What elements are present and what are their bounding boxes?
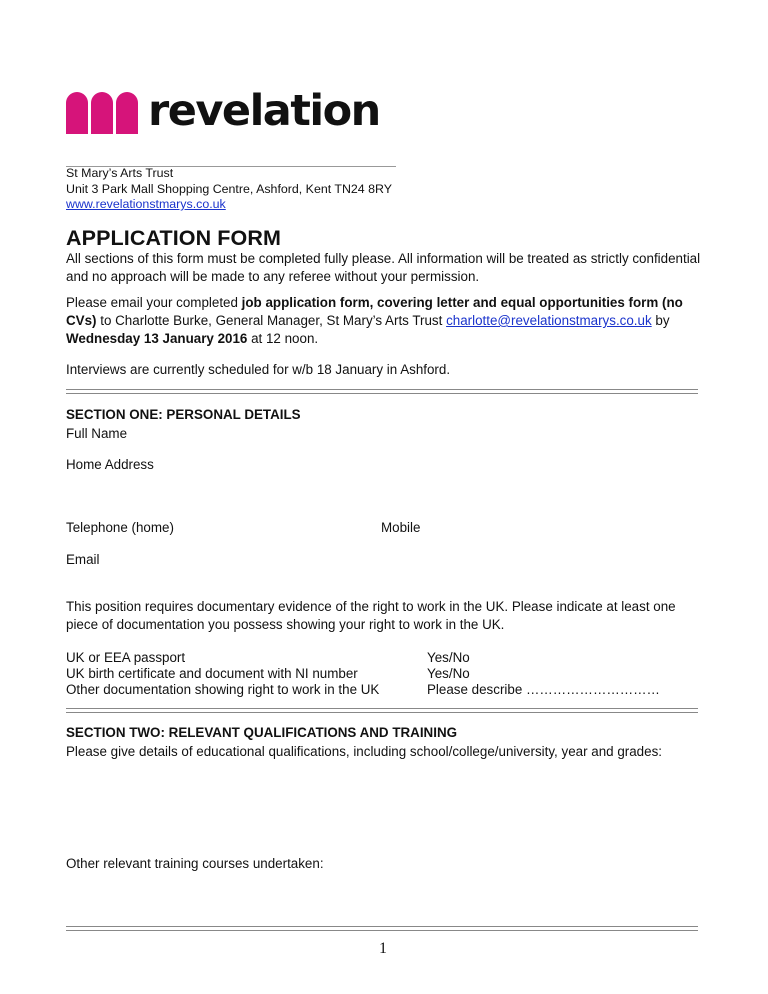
interviews-note: Interviews are currently scheduled for w/b 18 January in Ashford. bbox=[66, 362, 451, 377]
email-label: Email bbox=[66, 552, 100, 567]
mobile-label: Mobile bbox=[381, 520, 421, 535]
section-two-heading: SECTION TWO: RELEVANT QUALIFICATIONS AND TRAINING bbox=[66, 725, 458, 740]
revelation-logo bbox=[66, 86, 380, 136]
organisation-block bbox=[66, 166, 392, 213]
doc-answer: Yes/No bbox=[427, 650, 470, 665]
training-prompt: Other relevant training courses undertaken: bbox=[66, 856, 324, 871]
contact-email-link[interactable]: charlotte@revelationstmarys.co.uk bbox=[446, 313, 652, 328]
page-number: 1 bbox=[379, 940, 387, 957]
org-website-link[interactable]: www.revelationstmarys.co.uk bbox=[66, 197, 226, 211]
qualifications-prompt: Please give details of educational qualifications, including school/college/university, year and grades: bbox=[66, 744, 662, 759]
org-address: Unit 3 Park Mall Shopping Centre, Ashford, Kent TN24 8RY bbox=[66, 181, 393, 196]
doc-label: UK or EEA passport bbox=[66, 650, 186, 665]
section-one-heading: SECTION ONE: PERSONAL DETAILS bbox=[66, 407, 301, 422]
telephone-label: Telephone (home) bbox=[66, 520, 174, 535]
org-name: St Mary’s Arts Trust bbox=[66, 166, 174, 180]
page-title: APPLICATION FORM bbox=[66, 226, 281, 250]
section-divider bbox=[66, 389, 698, 394]
section-divider bbox=[66, 708, 698, 713]
home-address-label: Home Address bbox=[66, 457, 154, 472]
arches-logo-icon bbox=[66, 92, 138, 134]
doc-label: Other documentation showing right to work in the UK bbox=[66, 682, 380, 697]
required-documents: job application form, covering letter and equal opportunities form (no CVs) bbox=[66, 295, 683, 328]
full-name-label: Full Name bbox=[66, 426, 128, 441]
right-to-work-paragraph: This position requires documentary evidence of the right to work in the UK. Please indicate at least one piece of documentation you possess showing your right to work in the UK. bbox=[66, 599, 676, 632]
doc-answer: Please describe ………………………… bbox=[427, 682, 660, 697]
deadline-date: Wednesday 13 January 2016 bbox=[66, 331, 248, 346]
logo-wordmark: revelation bbox=[148, 86, 380, 136]
doc-answer: Yes/No bbox=[427, 666, 470, 681]
instructions-paragraph: Please email your completed job application form, covering letter and equal opportunities form (no CVs) to Charlotte Burke, General Manager, St Mary’s Arts Trust charlotte@revelationstmarys.co.uk by Wednesday 13 January 2016 at 12 noon. bbox=[66, 295, 683, 346]
footer-divider bbox=[66, 926, 698, 931]
doc-label: UK birth certificate and document with NI number bbox=[66, 666, 358, 681]
intro-paragraph: All sections of this form must be completed fully please. All information will be treated as strictly confidential and no approach will be made to any referee without your permission. bbox=[66, 251, 701, 284]
